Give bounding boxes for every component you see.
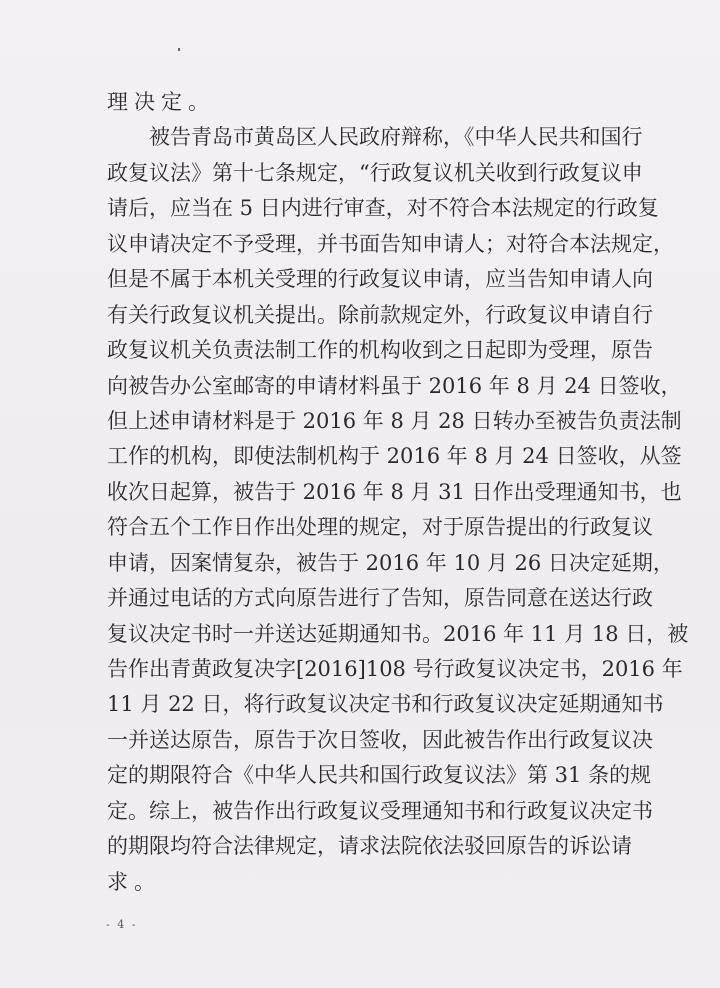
text-line: 向被告办公室邮寄的申请材料虽于 2016 年 8 月 24 日签收， — [107, 373, 682, 398]
text-line: 一并送达原告，原告于次日签收，因此被告作出行政复议决 — [107, 727, 653, 752]
text-line: 复议决定书时一并送达延期通知书。2016 年 11 月 18 日，被 — [107, 621, 689, 646]
text-line: 告作出青黄政复决字[2016]108 号行政复议决定书，2016 年 — [107, 657, 683, 681]
text-line: 收次日起算，被告于 2016 年 8 月 31 日作出受理通知书，也 — [107, 479, 682, 504]
text-line: 政复议机关负责法制工作的机构收到之日起即为受理，原告 — [107, 338, 653, 363]
body-text — [107, 85, 689, 900]
text-line: 11 月 22 日，将行政复议决定书和行政复议决定延期通知书 — [107, 692, 664, 717]
text-line: 但是不属于本机关受理的行政复议申请，应当告知申请人向 — [107, 267, 653, 292]
text-line: 理决定。 — [107, 90, 215, 114]
text-line: 议申请决定不予受理，并书面告知申请人；对符合本法规定， — [107, 231, 674, 256]
text-line: 有关行政复议机关提出。除前款规定外，行政复议申请自行 — [107, 302, 653, 327]
text-line: 请后，应当在 5 日内进行审查，对不符合本法规定的行政复 — [107, 196, 659, 221]
text-line: 符合五个工作日作出处理的规定，对于原告提出的行政复议 — [107, 515, 653, 540]
text-line: 定。综上，被告作出行政复议受理通知书和行政复议决定书 — [107, 798, 653, 823]
text-line: 被告青岛市黄岛区人民政府辩称，《中华人民共和国行 — [107, 125, 643, 150]
text-line: 的期限均符合法律规定，请求法院依法驳回原告的诉讼请 — [107, 834, 632, 859]
text-line: 求。 — [107, 869, 161, 894]
text-line: 并通过电话的方式向原告进行了告知，原告同意在送达行政 — [107, 586, 653, 611]
text-line: 政复议法》第十七条规定，“行政复议机关收到行政复议申 — [107, 160, 643, 185]
text-line: 但上述申请材料是于 2016 年 8 月 28 日转办至被告负责法制 — [107, 408, 682, 433]
scan-speck — [178, 48, 180, 51]
text-line: 申请，因案情复杂，被告于 2016 年 10 月 26 日决定延期， — [107, 550, 674, 575]
page-number: - 4 - — [106, 918, 138, 931]
text-line: 定的期限符合《中华人民共和国行政复议法》第 31 条的规 — [107, 763, 652, 788]
text-line: 工作的机构，即使法制机构于 2016 年 8 月 24 日签收，从签 — [107, 444, 682, 469]
